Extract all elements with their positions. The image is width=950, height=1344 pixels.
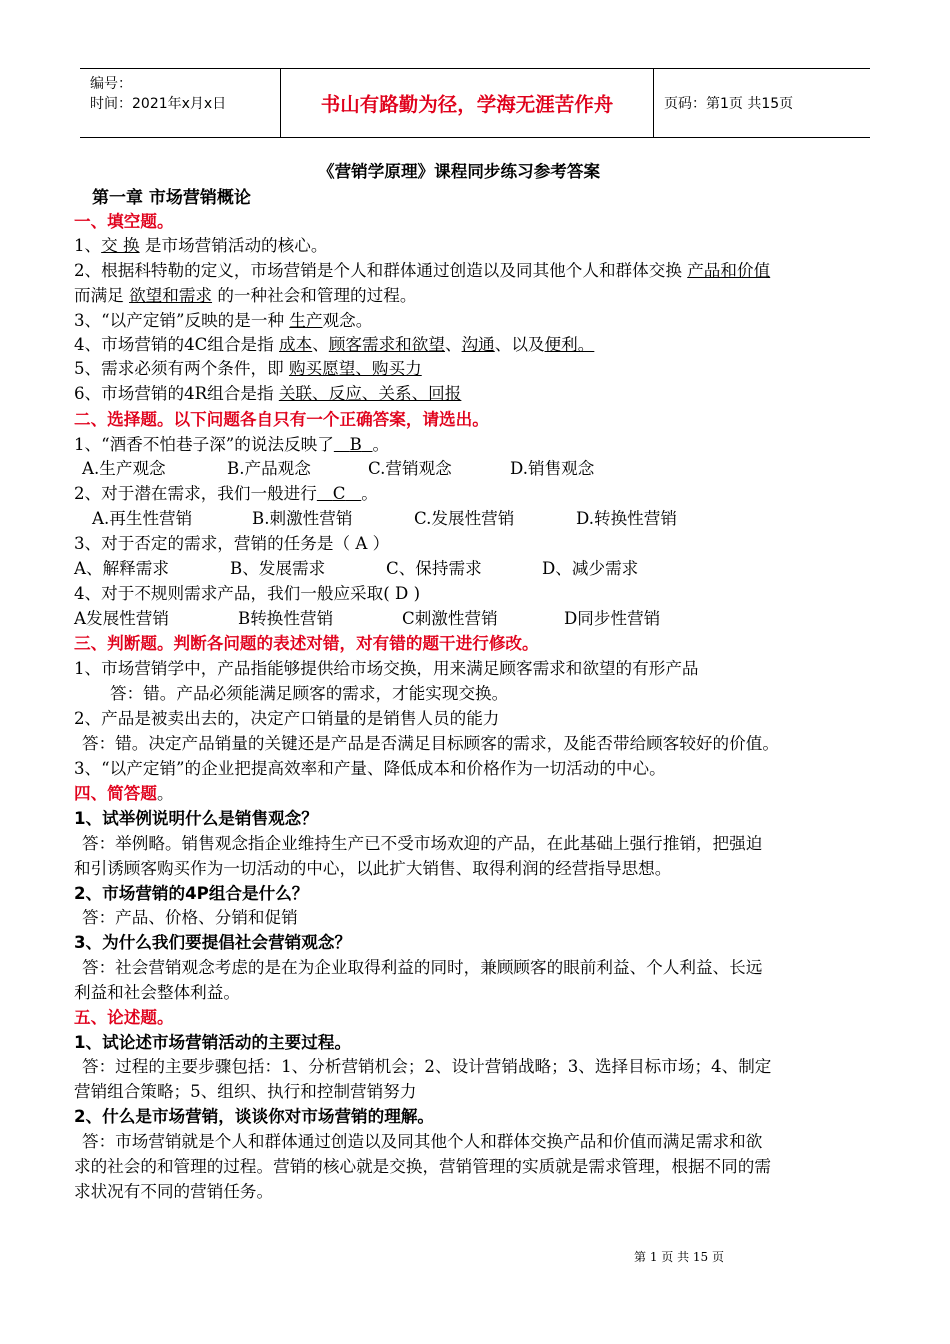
short-answer-1b: 和引诱顾客购买作为一切活动的中心，以此扩大销售、取得利润的经营指导思想。 (74, 859, 672, 878)
fill-question-2 (74, 261, 770, 281)
short-answer-3b: 利益和社会整体利益。 (74, 983, 240, 1002)
number-label: 编号： (90, 76, 132, 92)
judge-question-2: 2、产品是被卖出去的，决定产口销量的是销售人员的能力 (74, 709, 500, 728)
header-meta (80, 69, 281, 137)
answer-blank: 顾客需求和欲望 (328, 335, 445, 354)
section-heading-fill-in: 一、填空题。 (74, 212, 174, 231)
answer-blank: 生产 (289, 311, 323, 330)
header-motto-cell (281, 69, 654, 137)
q-text: 2、对于潜在需求，我们一般进行 (74, 484, 317, 503)
answer: B (349, 435, 362, 454)
option: C、保持需求 (386, 559, 482, 578)
option: C.营销观念 (368, 459, 452, 478)
option: D.转换性营销 (576, 509, 677, 528)
essay-answer-1b: 营销组合策略；5、组织、执行和控制营销努力 (74, 1082, 417, 1101)
answer-blank (317, 484, 361, 503)
option: D.销售观念 (510, 459, 595, 478)
motto: 书山有路勤为径，学海无涯苦作舟 (320, 93, 614, 116)
fill-question-6 (74, 384, 461, 404)
short-question-1: 1、试举例说明什么是销售观念？ (74, 809, 318, 828)
fill-question-5 (74, 359, 422, 379)
option: B转换性营销 (238, 609, 334, 628)
option: B.刺激性营销 (252, 509, 353, 528)
q-text: 6、市场营销的4R组合是指 (74, 384, 274, 403)
short-answer-2: 答：产品、价格、分销和促销 (82, 908, 298, 927)
answer-blank: 便利。 (544, 335, 595, 354)
separator: 、 (444, 335, 462, 354)
option: D、减少需求 (542, 559, 639, 578)
answer-blank: 交 换 (101, 236, 140, 255)
separator: 、 (312, 335, 329, 354)
essay-answer-2b: 求的社会的和管理的过程。营销的核心就是交换，营销管理的实质就是需求管理，根据不同的需 (74, 1157, 771, 1176)
option: C刺激性营销 (402, 609, 498, 628)
option: A.生产观念 (82, 459, 166, 478)
judge-question-3: 3、“以产定销”的企业把提高效率和产量、降低成本和价格作为一切活动的中心。 (74, 759, 666, 778)
q-text: 5、需求必须有两个条件，即 (74, 359, 284, 378)
choice-question-2 (74, 484, 378, 504)
fill-question-3 (74, 311, 372, 331)
q-text: 而满足 (74, 286, 124, 305)
q-text: 1、“酒香不怕巷子深”的说法反映了 (74, 435, 334, 454)
q-text: 观念。 (322, 311, 373, 330)
fill-question-4 (74, 335, 594, 355)
header-page-cell (654, 69, 870, 137)
answer-blank: 购买愿望、购买力 (288, 359, 422, 378)
q-text: 4、市场营销的4C组合是指 (74, 335, 274, 354)
short-question-2: 2、市场营销的4P组合是什么？ (74, 884, 309, 903)
section-heading-choice: 二、选择题。以下问题各自只有一个正确答案，请选出。 (74, 410, 489, 429)
option: C.发展性营销 (414, 509, 515, 528)
essay-answer-1a: 答：过程的主要步骤包括：1、分析营销机会；2、设计营销战略；3、选择目标市场；4、制定 (82, 1057, 772, 1076)
short-answer-3a: 答：社会营销观念考虑的是在为企业取得利益的同时，兼顾顾客的眼前利益、个人利益、长远 (82, 958, 763, 977)
q-text: 3、“以产定销”反映的是一种 (74, 311, 285, 330)
answer: C (332, 484, 346, 503)
judge-question-1: 1、市场营销学中，产品指能够提供给市场交换，用来满足顾客需求和欲望的有形产品 (74, 659, 699, 678)
date-label: 时间：2021年x月x日 (90, 96, 227, 112)
page-header (80, 68, 870, 138)
answer-blank: 沟通 (461, 335, 495, 354)
q-text: 。 (372, 435, 390, 454)
q-text: 的一种社会和管理的过程。 (217, 286, 417, 305)
answer-blank: 产品和价值 (687, 261, 771, 280)
choice-question-1 (74, 435, 389, 455)
answer-blank: 关联、反应、关系、回报 (278, 384, 462, 403)
option: A.再生性营销 (92, 509, 193, 528)
q-text: 1、 (74, 236, 102, 255)
section-heading-short-answer (74, 784, 174, 804)
chapter-title: 第一章 市场营销概论 (92, 188, 251, 208)
judge-answer-1: 答：错。产品必须能满足顾客的需求，才能实现交换。 (110, 684, 509, 703)
option: D同步性营销 (564, 609, 661, 628)
option: B、发展需求 (230, 559, 326, 578)
answer-blank: 成本 (279, 335, 313, 354)
option: B.产品观念 (227, 459, 311, 478)
section-heading-judgement: 三、判断题。判断各问题的表述对错，对有错的题干进行修改。 (74, 634, 539, 653)
essay-question-1: 1、试论述市场营销活动的主要过程。 (74, 1033, 352, 1052)
q-text: 是市场营销活动的核心。 (144, 236, 328, 255)
option: A、解释需求 (74, 559, 169, 578)
judge-answer-2: 答：错。决定产品销量的关键还是产品是否满足目标顾客的需求，及能否带给顾客较好的价值。 (82, 734, 779, 753)
fill-question-1 (74, 236, 327, 256)
essay-question-2: 2、什么是市场营销，谈谈你对市场营销的理解。 (74, 1107, 435, 1126)
q-text: 2、根据科特勒的定义，市场营销是个人和群体通过创造以及同其他个人和群体交换 (74, 261, 682, 280)
short-question-3: 3、为什么我们要提倡社会营销观念？ (74, 933, 352, 952)
choice-question-3: 3、对于否定的需求，营销的任务是（ A ） (74, 534, 390, 553)
section-heading-essay: 五、论述题。 (74, 1008, 174, 1027)
q-text: 。 (361, 484, 378, 503)
separator: 、以及 (494, 335, 545, 354)
answer-blank: 欲望和需求 (129, 286, 213, 305)
heading-text: 四、简答题 (74, 784, 157, 803)
page-footer: 第 1 页 共 15 页 (634, 1250, 724, 1264)
header-page-number: 页码：第1页 共15页 (664, 96, 794, 112)
option: A发展性营销 (74, 609, 169, 628)
choice-question-4: 4、对于不规则需求产品，我们一般应采取( D ) (74, 584, 421, 603)
answer-blank (334, 435, 373, 454)
fill-question-2-cont (74, 286, 416, 306)
document-title: 《营销学原理》课程同步练习参考答案 (318, 162, 601, 181)
essay-answer-2c: 求状况有不同的营销任务。 (74, 1182, 274, 1201)
heading-tail: 。 (156, 784, 174, 803)
short-answer-1a: 答：举例略。销售观念指企业维持生产已不受市场欢迎的产品，在此基础上强行推销，把强迫 (82, 834, 763, 853)
essay-answer-2a: 答：市场营销就是个人和群体通过创造以及同其他个人和群体交换产品和价值而满足需求和欲 (82, 1132, 763, 1151)
